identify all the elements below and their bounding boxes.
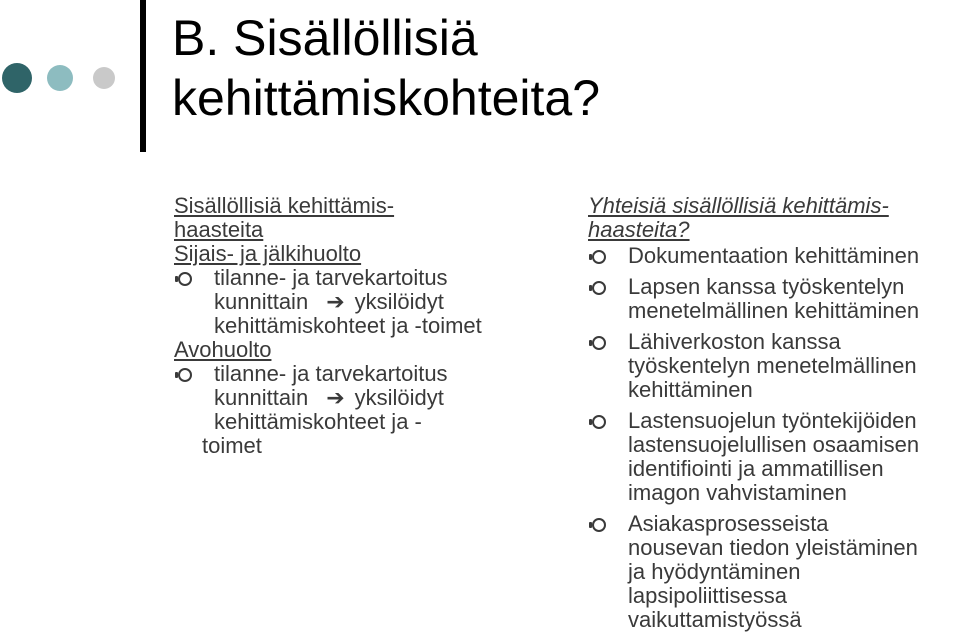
item-line: tilanne- ja tarvekartoitus <box>214 361 448 386</box>
ring-bullet-icon <box>592 336 606 350</box>
item-text: yksilöidyt <box>354 385 444 410</box>
item-line: Asiakasprosesseista <box>628 511 829 536</box>
item-line: työskentelyn menetelmällinen <box>628 353 917 378</box>
item-continuation: toimet <box>202 433 262 458</box>
right-bullet-list <box>588 244 960 632</box>
item-line: kehittäminen <box>628 377 753 402</box>
light-teal-dot-icon <box>47 65 73 91</box>
list-item <box>588 512 960 632</box>
title-divider <box>140 0 146 152</box>
ring-bullet-icon <box>592 415 606 429</box>
item-line: Lapsen kanssa työskentelyn <box>628 274 905 299</box>
item-line: kehittämiskohteet ja - <box>214 409 422 434</box>
item-line: lapsipoliittisessa <box>628 583 787 608</box>
list-item <box>588 244 960 268</box>
item-text: yksilöidyt <box>354 289 444 314</box>
item-line: identifiointi ja ammatillisen <box>628 456 884 481</box>
list-item <box>588 330 960 402</box>
item-line: Lastensuojelun työntekijöiden <box>628 408 917 433</box>
list-item <box>588 275 960 323</box>
item-line: Lähiverkoston kanssa <box>628 329 841 354</box>
right-heading-line-2: haasteita? <box>588 217 690 242</box>
item-line: kehittämiskohteet ja -toimet <box>214 313 482 338</box>
title-line-1: B. Sisällöllisiä <box>172 10 478 66</box>
left-column <box>174 194 534 458</box>
item-line: lastensuojelullisen osaamisen <box>628 432 920 457</box>
item-line: Dokumentaation kehittäminen <box>628 243 920 268</box>
ring-bullet-icon <box>592 250 606 264</box>
dark-teal-dot-icon <box>2 63 32 93</box>
list-item <box>174 266 534 338</box>
right-column <box>588 194 960 632</box>
list-item <box>588 409 960 505</box>
ring-bullet-icon <box>592 518 606 532</box>
section-avohuolto: Avohuolto <box>174 337 272 362</box>
item-line: menetelmällinen kehittäminen <box>628 298 920 323</box>
slide-title <box>172 8 932 128</box>
section-sijais-jalkihuolto: Sijais- ja jälkihuolto <box>174 241 362 266</box>
item-line: imagon vahvistaminen <box>628 480 847 505</box>
right-heading-line-1: Yhteisiä sisällöllisiä kehittämis- <box>588 193 889 218</box>
gray-dot-icon <box>93 67 115 89</box>
item-text: kunnittain <box>214 385 309 410</box>
decorative-dots <box>0 60 130 96</box>
item-line <box>214 290 534 314</box>
item-line: vaikuttamistyössä <box>628 607 802 632</box>
list-item <box>174 362 534 434</box>
right-arrow-icon: ➔ <box>326 385 345 410</box>
ring-bullet-icon <box>178 272 192 286</box>
item-line <box>214 386 534 410</box>
title-line-2: kehittämiskohteita? <box>172 70 601 126</box>
right-arrow-icon: ➔ <box>326 289 345 314</box>
item-line: tilanne- ja tarvekartoitus <box>214 265 448 290</box>
ring-bullet-icon <box>178 368 192 382</box>
ring-bullet-icon <box>592 281 606 295</box>
item-line: ja hyödyntäminen <box>628 559 801 584</box>
item-line: nousevan tiedon yleistäminen <box>628 535 918 560</box>
left-heading-line-1: Sisällöllisiä kehittämis- <box>174 193 395 218</box>
item-text: kunnittain <box>214 289 309 314</box>
left-heading-line-2: haasteita <box>174 217 264 242</box>
